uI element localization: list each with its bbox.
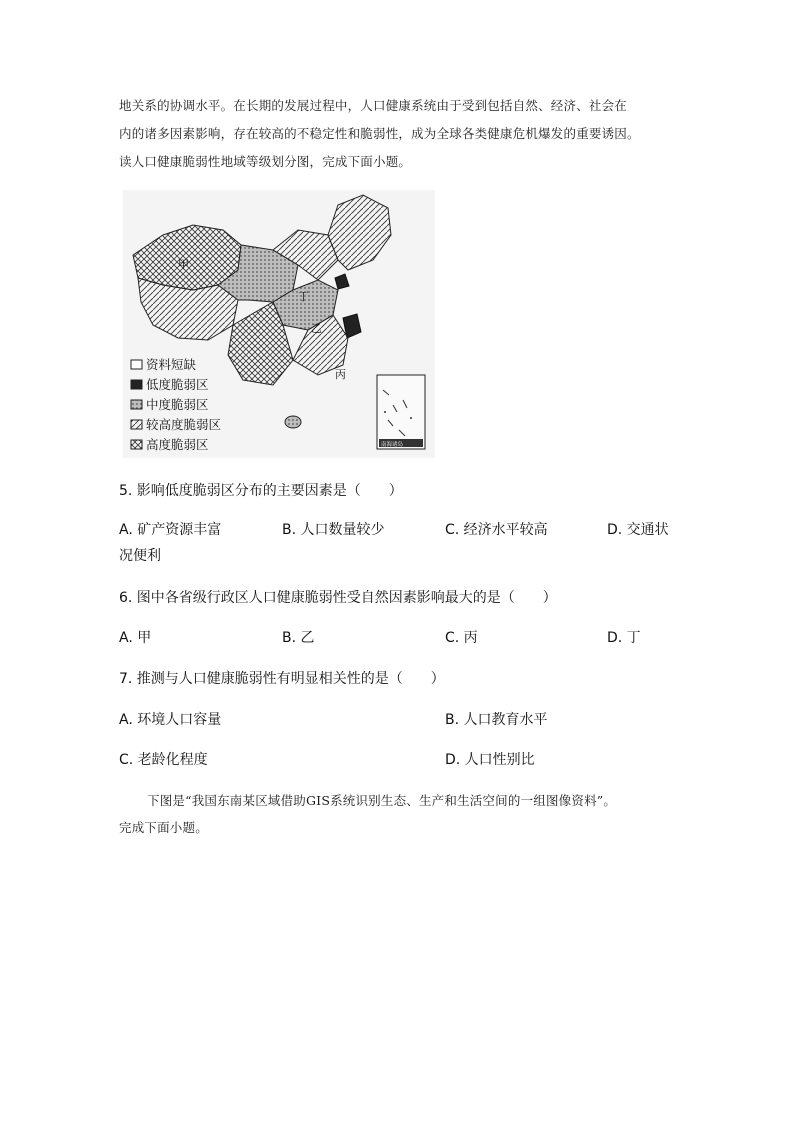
legend-swatch-dark	[131, 380, 142, 389]
q7-option-a[interactable]: A. 环境人口容量	[119, 712, 222, 728]
q5-option-c[interactable]: C. 经济水平较高	[445, 522, 548, 538]
outro-line-1: 下图是“我国东南某区域借助GIS系统识别生态、生产和生活空间的一组图像资料”。	[147, 793, 617, 808]
q7-option-c[interactable]: C. 老龄化程度	[119, 752, 208, 768]
q5-option-d-wrap: 况便利	[119, 548, 161, 564]
vulnerability-map	[123, 190, 435, 458]
q6-option-a[interactable]: A. 甲	[119, 630, 152, 646]
region-hainan	[285, 416, 301, 428]
q6-option-c[interactable]: C. 丙	[445, 630, 478, 646]
legend-label-1: 资料短缺	[146, 357, 197, 372]
q6-option-b[interactable]: B. 乙	[282, 630, 315, 646]
inset-label: 南海诸岛	[381, 442, 404, 448]
label-jia: 甲	[178, 258, 189, 271]
label-bing: 丙	[335, 368, 346, 381]
q5-option-d[interactable]: D. 交通状	[607, 522, 669, 538]
label-ding: 丁	[298, 290, 309, 303]
legend-label-3: 中度脆弱区	[146, 397, 209, 412]
q5-option-b[interactable]: B. 人口数量较少	[282, 522, 385, 538]
q6-option-d[interactable]: D. 丁	[607, 630, 641, 646]
legend-label-4: 较高度脆弱区	[146, 417, 222, 432]
question-6-stem: 6. 图中各省级行政区人口健康脆弱性受自然因素影响最大的是（ ）	[119, 590, 557, 606]
legend-label-2: 低度脆弱区	[146, 377, 209, 392]
legend-swatch-dots	[131, 400, 142, 409]
legend-swatch-cross	[131, 440, 142, 449]
question-5-stem: 5. 影响低度脆弱区分布的主要因素是（ ）	[119, 483, 403, 499]
legend-swatch-diagonal	[131, 420, 142, 429]
q5-option-a[interactable]: A. 矿产资源丰富	[119, 522, 222, 538]
intro-line-3: 读人口健康脆弱性地域等级划分图，完成下面小题。	[119, 154, 412, 169]
south-sea-inset	[377, 375, 425, 449]
q7-option-d[interactable]: D. 人口性别比	[445, 752, 535, 768]
map-svg	[123, 190, 435, 458]
question-7-stem: 7. 推测与人口健康脆弱性有明显相关性的是（ ）	[119, 671, 445, 687]
outro-line-2: 完成下面小题。	[119, 820, 208, 835]
intro-line-1: 地关系的协调水平。在长期的发展过程中，人口健康系统由于受到包括自然、经济、社会在	[119, 98, 628, 113]
legend-label-5: 高度脆弱区	[146, 437, 209, 452]
q7-option-b[interactable]: B. 人口教育水平	[445, 712, 548, 728]
label-yi: 乙	[311, 322, 322, 335]
intro-line-2: 内的诸多因素影响，存在较高的不稳定性和脆弱性，成为全球各类健康危机爆发的重要诱因。	[119, 126, 640, 141]
legend-swatch-blank	[131, 360, 142, 369]
